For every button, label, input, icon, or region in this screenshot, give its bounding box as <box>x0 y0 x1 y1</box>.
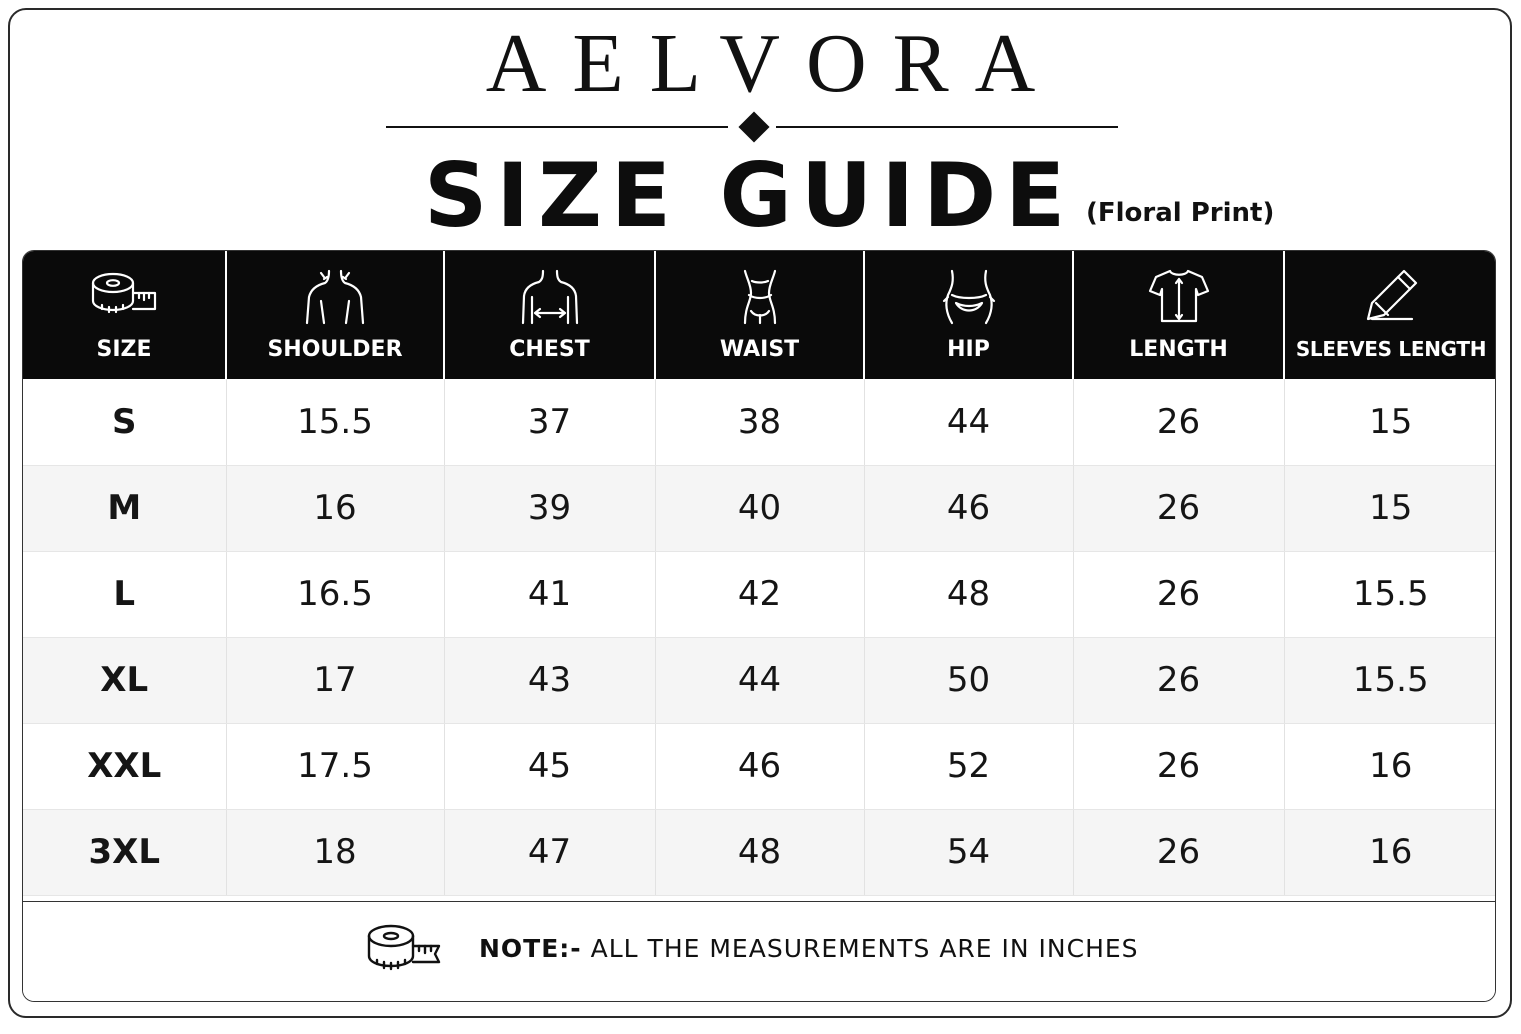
cell-hip: 54 <box>864 809 1073 895</box>
table-row <box>23 379 1496 465</box>
cell-waist: 40 <box>655 465 864 551</box>
cell-shoulder: 18 <box>226 809 444 895</box>
column-header-waist <box>655 251 864 379</box>
cell-length: 26 <box>1073 379 1284 465</box>
cell-length: 26 <box>1073 465 1284 551</box>
column-header-size <box>23 251 226 379</box>
column-header-sleeves-length <box>1284 251 1496 379</box>
hip-icon <box>865 267 1072 329</box>
cell-size: S <box>23 379 226 465</box>
cell-shoulder: 15.5 <box>226 379 444 465</box>
column-label-shoulder: SHOULDER <box>267 337 403 362</box>
cell-hip: 48 <box>864 551 1073 637</box>
cell-hip: 50 <box>864 637 1073 723</box>
cell-chest: 47 <box>444 809 655 895</box>
pencil-icon <box>1285 267 1496 329</box>
shoulder-icon <box>227 267 443 329</box>
cell-size: M <box>23 465 226 551</box>
divider-line-right <box>776 126 1118 128</box>
tshirt-icon <box>1074 267 1283 329</box>
cell-size: 3XL <box>23 809 226 895</box>
table-header-row <box>23 251 1496 379</box>
cell-sleeves-length: 15.5 <box>1284 551 1496 637</box>
cell-sleeves-length: 15 <box>1284 465 1496 551</box>
note-text <box>479 934 1139 963</box>
table-row <box>23 637 1496 723</box>
cell-chest: 37 <box>444 379 655 465</box>
cell-hip: 44 <box>864 379 1073 465</box>
cell-chest: 39 <box>444 465 655 551</box>
title-row <box>0 146 1521 246</box>
cell-waist: 38 <box>655 379 864 465</box>
column-label-sleeves-length: SLEEVES LENGTH <box>1295 337 1487 361</box>
cell-shoulder: 17.5 <box>226 723 444 809</box>
column-label-length: LENGTH <box>1129 337 1228 362</box>
size-table <box>23 251 1496 896</box>
column-header-length <box>1073 251 1284 379</box>
cell-shoulder: 16.5 <box>226 551 444 637</box>
note-label: NOTE:- <box>479 934 582 963</box>
measuring-tape-icon <box>23 267 225 329</box>
note-message: ALL THE MEASUREMENTS ARE IN INCHES <box>590 934 1139 963</box>
cell-sleeves-length: 16 <box>1284 723 1496 809</box>
column-label-chest: CHEST <box>509 337 590 362</box>
column-header-shoulder <box>226 251 444 379</box>
chest-icon <box>445 267 654 329</box>
cell-chest: 41 <box>444 551 655 637</box>
cell-shoulder: 17 <box>226 637 444 723</box>
note-row <box>23 901 1495 1002</box>
column-header-chest <box>444 251 655 379</box>
page-title: SIZE GUIDE <box>424 144 1075 247</box>
cell-size: L <box>23 551 226 637</box>
table-row <box>23 809 1496 895</box>
cell-size: XL <box>23 637 226 723</box>
page-subtitle: (Floral Print) <box>1086 198 1275 228</box>
cell-size: XXL <box>23 723 226 809</box>
cell-waist: 44 <box>655 637 864 723</box>
cell-shoulder: 16 <box>226 465 444 551</box>
cell-waist: 46 <box>655 723 864 809</box>
cell-length: 26 <box>1073 551 1284 637</box>
brand-name: AELVORA <box>485 17 1062 110</box>
cell-sleeves-length: 15.5 <box>1284 637 1496 723</box>
waist-icon <box>656 267 863 329</box>
column-label-size: SIZE <box>96 337 152 362</box>
cell-chest: 43 <box>444 637 655 723</box>
cell-chest: 45 <box>444 723 655 809</box>
measuring-tape-icon <box>365 922 443 978</box>
column-header-hip <box>864 251 1073 379</box>
table-row <box>23 551 1496 637</box>
column-label-hip: HIP <box>947 337 990 362</box>
cell-waist: 42 <box>655 551 864 637</box>
cell-length: 26 <box>1073 723 1284 809</box>
column-label-waist: WAIST <box>719 337 800 362</box>
cell-hip: 46 <box>864 465 1073 551</box>
cell-length: 26 <box>1073 637 1284 723</box>
cell-waist: 48 <box>655 809 864 895</box>
table-row <box>23 465 1496 551</box>
cell-sleeves-length: 15 <box>1284 379 1496 465</box>
cell-length: 26 <box>1073 809 1284 895</box>
cell-sleeves-length: 16 <box>1284 809 1496 895</box>
table-row <box>23 723 1496 809</box>
cell-hip: 52 <box>864 723 1073 809</box>
size-table-container <box>22 250 1496 1002</box>
divider-line-left <box>386 126 728 128</box>
